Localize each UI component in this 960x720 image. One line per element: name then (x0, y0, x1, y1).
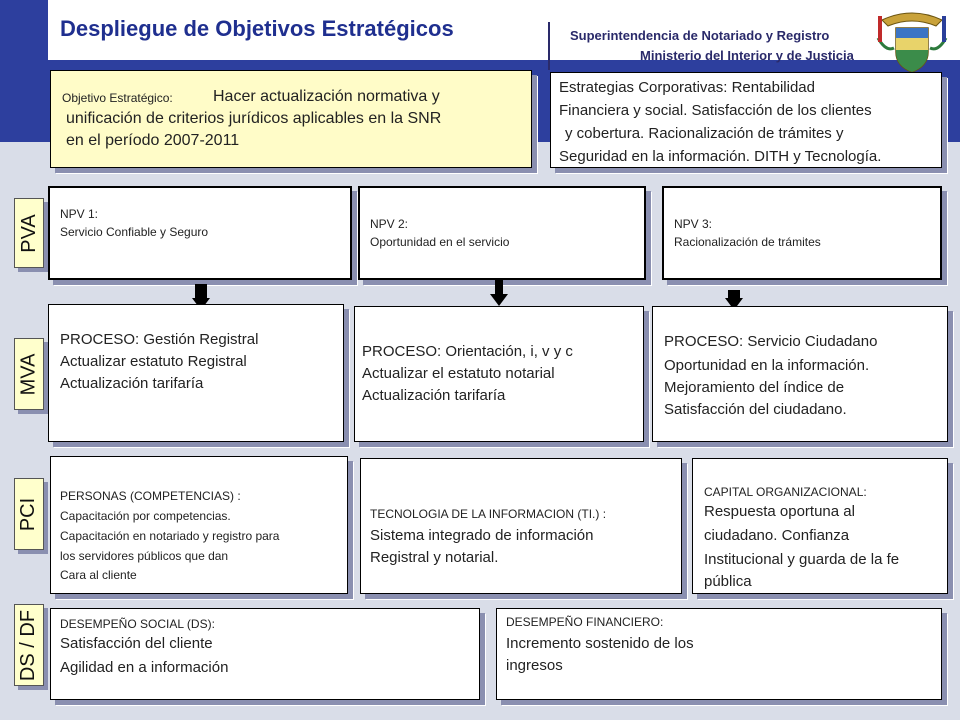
national-coat-of-arms-icon (872, 8, 952, 76)
npv-box-2 (358, 186, 646, 280)
strategies-line-4: Seguridad en la información. DITH y Tecnología. (559, 148, 882, 165)
pci-people-line-1: PERSONAS (COMPETENCIAS) : (60, 489, 241, 503)
process-2-line-2: Actualizar el estatuto notarial (362, 365, 555, 382)
performance-financial-line-2: Incremento sostenido de los (506, 635, 694, 652)
row-tag-mva: MVA (14, 338, 44, 410)
performance-social-line-1: DESEMPEÑO SOCIAL (DS): (60, 617, 215, 631)
npv-3-title: NPV 3: (674, 217, 713, 231)
pci-org-line-4: Institucional y guarda de la fe (704, 551, 900, 568)
pci-people-line-2: Capacitación por competencias. (60, 509, 231, 523)
org-divider (548, 22, 550, 70)
npv-3-text: Racionalización de trámites (674, 235, 821, 249)
pci-people-line-5: Cara al cliente (60, 568, 137, 582)
arrow-2-stem (495, 278, 503, 294)
strategies-line-1: Estrategias Corporativas: Rentabilidad (559, 79, 815, 96)
objective-line-2: unificación de criterios jurídicos aplicables en la SNR (66, 110, 442, 127)
process-3-line-2: Oportunidad en la información. (664, 357, 870, 374)
pci-org-line-2: Respuesta oportuna al (704, 503, 855, 520)
pci-org-line-1: CAPITAL ORGANIZACIONAL: (704, 485, 867, 499)
pci-org-line-3: ciudadano. Confianza (704, 527, 850, 544)
process-3-line-1: PROCESO: Servicio Ciudadano (664, 333, 878, 350)
pci-tech-line-2: Sistema integrado de información (370, 527, 594, 544)
row-tag-pci: PCI (14, 478, 44, 550)
strategies-line-2: Financiera y social. Satisfacción de los clientes (559, 102, 872, 119)
npv-2-title: NPV 2: (370, 217, 409, 231)
strategies-line-3: y cobertura. Racionalización de trámites y (565, 125, 844, 142)
npv-1-title: NPV 1: (60, 207, 99, 221)
pci-people-line-4: los servidores públicos que dan (60, 549, 229, 563)
pci-people-line-3: Capacitación en notariado y registro para (60, 529, 280, 543)
performance-financial-line-3: ingresos (506, 657, 563, 674)
process-3-line-3: Mejoramiento del índice de (664, 379, 845, 396)
process-3-line-4: Satisfacción del ciudadano. (664, 401, 847, 418)
objective-line-3: en el período 2007-2011 (66, 132, 240, 149)
org-name: Superintendencia de Notariado y Registro (570, 28, 830, 43)
arrow-3-stem (728, 290, 740, 298)
process-box-1 (48, 304, 344, 442)
objective-line-1: Hacer actualización normativa y (213, 88, 440, 105)
process-2-line-1: PROCESO: Orientación, i, v y c (362, 343, 573, 360)
performance-social-line-3: Agilidad en a información (60, 659, 229, 676)
npv-box-3 (662, 186, 942, 280)
org-ministry: Ministerio del Interior y de Justicia (640, 48, 854, 63)
process-2-line-3: Actualización tarifaría (362, 387, 506, 404)
performance-financial-line-1: DESEMPEÑO FINANCIERO: (506, 615, 664, 629)
performance-social-line-2: Satisfacción del cliente (60, 635, 213, 652)
objective-prefix: Objetivo Estratégico: (62, 91, 173, 105)
row-tag-ds-df: DS / DF (14, 604, 44, 686)
pci-org-line-5: pública (704, 573, 752, 590)
npv-2-text: Oportunidad en el servicio (370, 235, 510, 249)
npv-1-text: Servicio Confiable y Seguro (60, 225, 209, 239)
pci-tech-line-3: Registral y notarial. (370, 549, 499, 566)
arrow-2-head (490, 294, 508, 306)
arrow-1-stem (195, 284, 207, 298)
pci-tech-line-1: TECNOLOGIA DE LA INFORMACION (TI.) : (370, 507, 607, 521)
process-1-line-3: Actualización tarifaría (60, 375, 204, 392)
page-title: Despliegue de Objetivos Estratégicos (60, 16, 454, 41)
process-1-line-1: PROCESO: Gestión Registral (60, 331, 259, 348)
process-1-line-2: Actualizar estatuto Registral (60, 353, 247, 370)
row-tag-pva: PVA (14, 198, 44, 268)
